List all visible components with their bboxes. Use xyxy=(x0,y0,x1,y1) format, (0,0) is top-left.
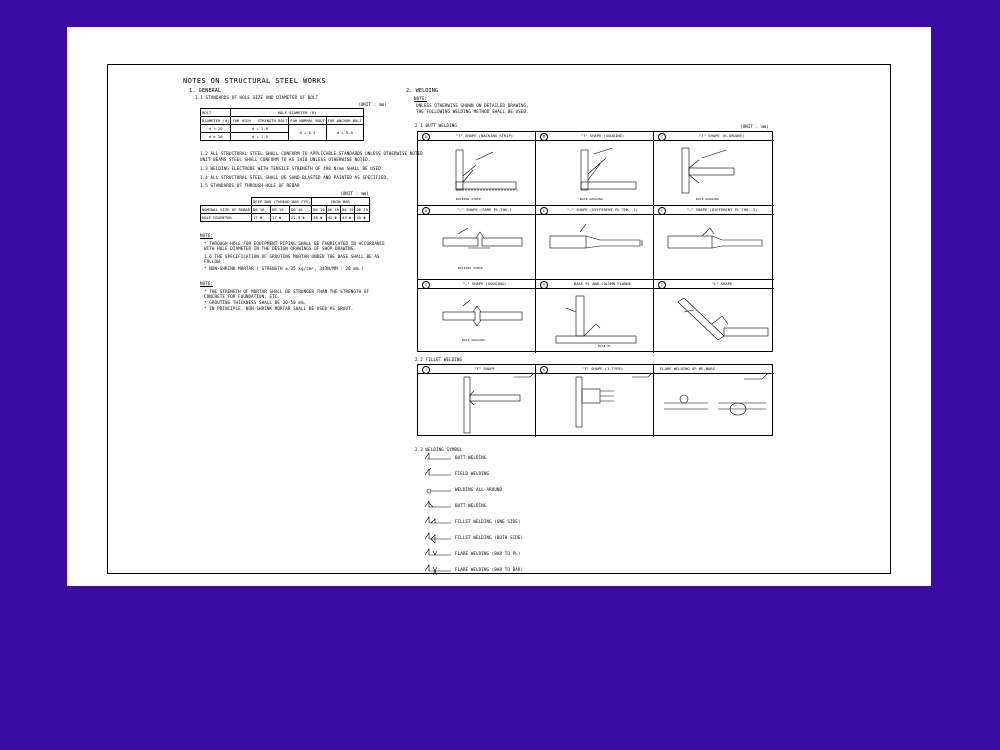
detail-label: "T" SHAPE (3-TYPE) xyxy=(581,366,624,371)
fillet-detail-rebar xyxy=(654,365,774,437)
fillet-detail-k xyxy=(536,365,654,437)
detail-label: BASE PL AND COLUMN FLANGE xyxy=(573,281,632,286)
detail-number: H xyxy=(540,281,548,289)
anchor-bolt-header: FOR ANCHOR BOLT xyxy=(327,118,362,123)
fillet-welding-heading: 2.2 FILLET WELDING xyxy=(415,357,463,362)
note-1-2a: 1.2 ALL STRUCTURAL STEEL SHALL CONFORM TO APPLICABLE STANDARDS UNLESS OTHERWISE NOTED xyxy=(200,151,423,156)
fillet-tee-figure xyxy=(418,373,536,437)
note-1-5: 1.5 STANDARDS OF THROUGH-HOLE OF REBAR xyxy=(200,183,300,188)
detail-number: F xyxy=(658,207,666,215)
detail-label: "T" SHAPE (K-GROOVE) xyxy=(699,133,745,138)
butt-welding-grid xyxy=(417,131,773,352)
hole-diameter-header: HOLE DIAMETER (D) xyxy=(231,109,363,117)
butt-welding-heading: 2.1 BUTT WELDING xyxy=(415,123,457,128)
diameter-header: DIAMETER (d) xyxy=(202,118,230,123)
weld-detail-d xyxy=(418,206,536,280)
table-cell: D6 19 xyxy=(313,207,325,212)
symbol-label: WELDING ALL-AROUND xyxy=(455,487,503,492)
welding-note-line: THE FOLLOWING WELDING METHOD SHALL BE USED. xyxy=(416,109,529,114)
deep-bar-header: DEEP BAR (THREAD BAR CTR) xyxy=(253,199,311,204)
detail-label: "L" SHAPE xyxy=(711,281,733,286)
note-line: WITH HOLE DIAMETER IN THE DESIGN DRAWINGS OF SHOP DRAWING. xyxy=(204,246,357,251)
drawing-frame xyxy=(107,64,891,574)
note2-heading: NOTE: xyxy=(200,281,214,286)
detail-number: K xyxy=(540,366,548,374)
table-cell: 43 Φ xyxy=(341,214,355,222)
detail-label: "T" SHAPE (GOUGING) xyxy=(580,133,625,138)
weld-detail-c xyxy=(654,132,774,206)
fillet-welding-grid xyxy=(417,364,773,436)
symbol-label: BUTT WELDING xyxy=(455,503,487,508)
table-cell: d + 0.5 xyxy=(289,125,326,141)
detail-number: I xyxy=(658,281,666,289)
symbol-label: FLARE WELDING (BAR TO PL) xyxy=(455,551,521,556)
detail-label: "—" SHAPE (GOUGING) xyxy=(462,281,507,286)
weld-detail-a xyxy=(418,132,536,206)
table-cell: 28 Φ xyxy=(312,214,326,222)
flat-different-thickness-2-figure xyxy=(654,214,774,280)
figure-note: BACKING STRIP xyxy=(458,266,483,270)
unit-label-2: (UNIT : mm) xyxy=(340,191,369,196)
symbol-label: FILLET WELDING (ONE SIDE) xyxy=(455,519,521,524)
main-bar-header: MAIN BAR xyxy=(312,198,370,206)
flare-weld-rebar-figure xyxy=(654,373,774,437)
table-cell: D6 16 xyxy=(290,206,312,214)
symbol-label: FIELD WELDING xyxy=(455,471,490,476)
l-shape-figure xyxy=(654,288,774,353)
welding-note-heading: NOTE: xyxy=(414,96,428,101)
table-cell: D6 19 xyxy=(342,207,354,212)
table-cell: 42 Φ xyxy=(326,214,340,222)
detail-number: B xyxy=(540,133,548,141)
detail-label: "—" SHAPE (SAME PL THK.) xyxy=(457,207,512,212)
note-line: 1.6 THE SPECIFICATION OF GROUTING MORTAR UNDER THE BASE SHALL BE AS xyxy=(204,254,380,259)
fillet-tee-3-type-figure xyxy=(536,373,654,437)
weld-detail-e xyxy=(536,206,654,280)
weld-detail-h xyxy=(536,280,654,353)
symbol-label: FILLET WELDING (BOTH SIDE) xyxy=(455,535,524,540)
table-cell: 21.5 Φ xyxy=(290,214,312,222)
section-general: 1. GENERAL xyxy=(189,88,222,94)
note2-line: CONCRETE FOR FOUNDATION, ETC. xyxy=(204,294,281,299)
weld-detail-i xyxy=(654,280,774,353)
table-cell: d + 1.5 xyxy=(231,133,289,141)
flat-different-thickness-1-figure xyxy=(536,214,654,280)
welding-symbol-glyphs xyxy=(423,453,453,578)
table-cell: 17 Φ xyxy=(252,214,271,222)
note-1-2b: UNIT BEAMS STEEL SHALL CONFORM TO KS 3410 UNLESS OTHERWISE NOTED. xyxy=(200,157,371,162)
note-line: * NON-SHRINK MORTAR ( STRENGTH ≥ 35 kg/cm², 343N/MM : 28 mm.) xyxy=(204,266,364,271)
figure-note: BASE PL xyxy=(598,344,612,348)
note-line: FOLLOW : xyxy=(204,259,225,264)
table-cell: D8 19 xyxy=(271,206,290,214)
welding-note-line: UNLESS OTHERWISE SHOWN ON DETAILED DRAWING, xyxy=(416,103,529,108)
hole-diameter-row-header: HOLE DIAMETER xyxy=(201,214,252,222)
detail-label: "—" SHAPE (DIFFERENT PL THK.-2) xyxy=(686,207,758,212)
normal-bolt-header: FOR NORMAL BOLT xyxy=(290,118,325,123)
weld-detail-b xyxy=(536,132,654,206)
note-1-4: 1.4 ALL STRUCTURAL STEEL SHALL BE SAND-BLASTED AND PAINTED AS SPECIFIED. xyxy=(200,175,389,180)
note-heading: NOTE: xyxy=(200,233,214,238)
table-cell: d + 5.0 xyxy=(326,125,363,141)
detail-number: A xyxy=(422,133,430,141)
drawing-sheet xyxy=(67,27,931,586)
table-cell: d < 20 xyxy=(201,125,231,133)
detail-label: "T" SHAPE (BACKING STRIP) xyxy=(455,133,514,138)
figure-note: BACK GOUGING xyxy=(696,197,719,201)
detail-number: E xyxy=(540,207,548,215)
table-cell: D6 16 xyxy=(252,206,271,214)
fillet-detail-j xyxy=(418,365,536,437)
unit-label: (UNIT : mm) xyxy=(358,102,387,107)
table-cell: 17 Φ xyxy=(271,214,290,222)
rebar-table xyxy=(200,197,370,222)
note-line: * THROUGH-HOLE FOR EQUIPMENT PIPING SHALL BE FABRICATED IN ACCORDANCE xyxy=(204,241,385,246)
detail-number: D xyxy=(422,207,430,215)
high-strength-header: FOR HIGH - STRENGTH BOLT xyxy=(232,118,288,123)
detail-number: C xyxy=(658,133,666,141)
symbol-label: FLARE WELDING (BAR TO BAR) xyxy=(455,567,524,572)
detail-number: J xyxy=(422,366,430,374)
note-1-3: 1.3 WELDING ELECTRODE WITH TENSILE STRENGTH OF 490 N/mm SHALL BE USED. xyxy=(200,166,384,171)
unit-label-3: (UNIT : mm) xyxy=(740,124,769,129)
note2-line: * THE STRENGTH OF MORTAR SHALL BE STRONGER THAN THE STRENGTH OF xyxy=(204,289,370,294)
detail-number: G xyxy=(422,281,430,289)
table-cell: D6 19 xyxy=(356,207,368,212)
table-cell: 45 Φ xyxy=(355,214,369,222)
bolt-table xyxy=(200,108,364,141)
section-welding: 2. WELDING xyxy=(406,88,439,94)
section-1-1: 1.1 STANDARDS OF HOLE SIZE AND DIAMETER OF BOLT xyxy=(195,95,319,100)
weld-detail-f xyxy=(654,206,774,280)
flat-gouging-figure xyxy=(418,288,536,353)
base-plate-column-figure xyxy=(536,288,654,353)
weld-detail-g xyxy=(418,280,536,353)
welding-symbol-heading: 2.3 WELDING SYMBOL xyxy=(415,447,463,452)
detail-label: "—" SHAPE (DIFFERENT PL THK.-1) xyxy=(567,207,638,212)
table-cell: d ≥ 20 xyxy=(201,133,231,141)
note2-line: * IN PRINCIPLE, NON-SHRINK MORTAR SHALL BE USED AS GROUT. xyxy=(204,306,354,311)
detail-label: "T" SHAPE xyxy=(474,366,495,371)
table-cell: D6 19 xyxy=(327,207,340,212)
detail-label: FLARE WELDING OF RE-BARS xyxy=(660,366,715,371)
table-cell: d + 1.0 xyxy=(231,125,289,133)
nominal-size-header: NOMINAL SIZE OF REBAR xyxy=(202,207,251,212)
figure-note: BACK GOUGING xyxy=(462,338,485,342)
notes-title: NOTES ON STRUCTURAL STEEL WORKS xyxy=(183,77,327,85)
figure-note: BACK GOUGING xyxy=(580,197,603,201)
symbol-label: BUTT WELDING xyxy=(455,455,487,460)
bolt-header: BOLT xyxy=(201,109,231,117)
figure-note: BACKING STRIP xyxy=(456,197,481,201)
note2-line: * GROUTING THICKNESS SHALL BE 30-50 mm. xyxy=(204,300,307,305)
